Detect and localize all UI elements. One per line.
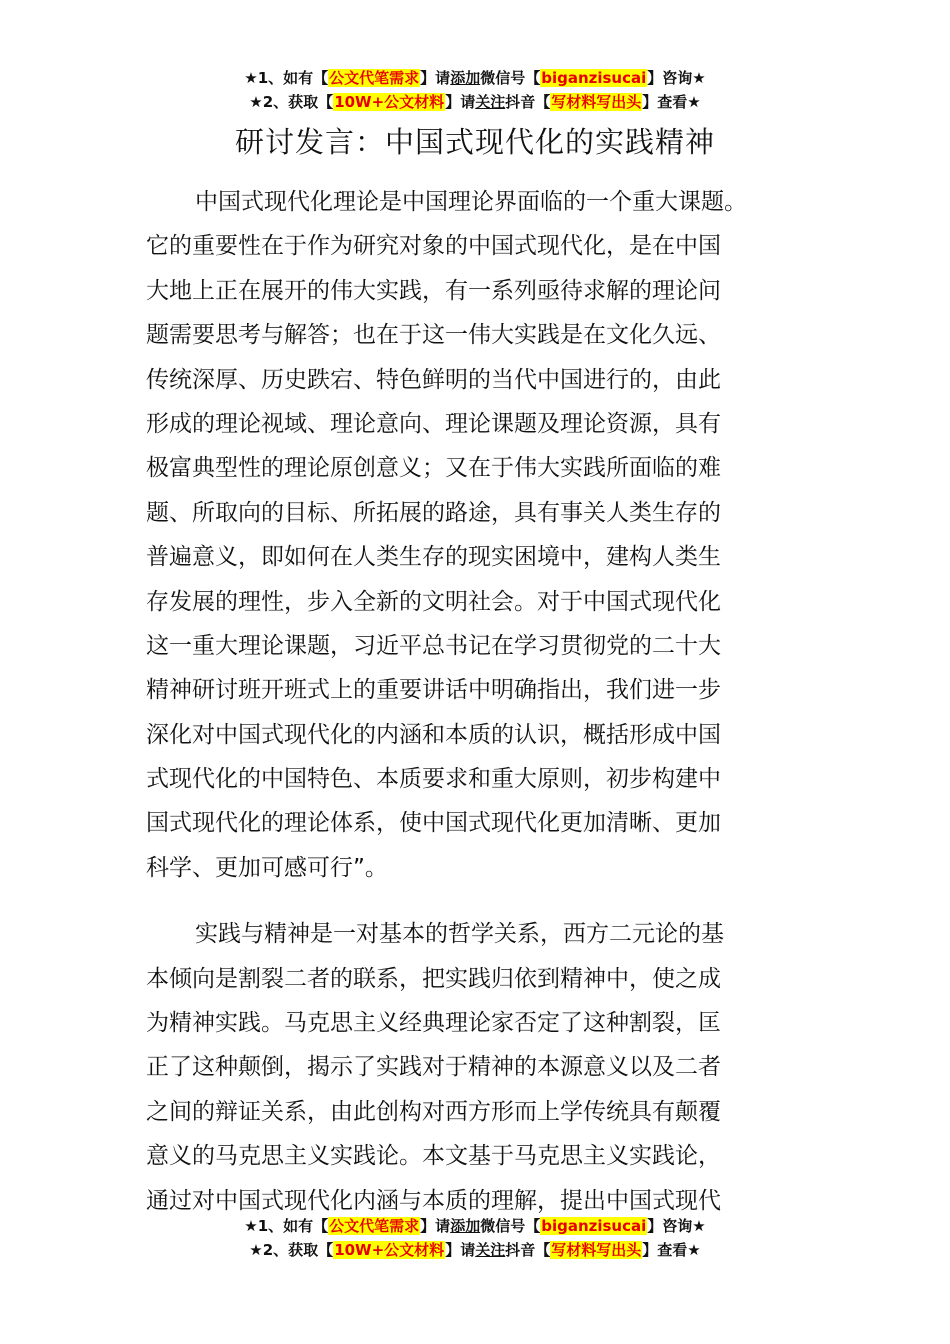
banner-text: 】请 [445, 1241, 476, 1259]
banner-text: 】咨询★ [647, 1217, 706, 1235]
highlight-douyin-account: 写材料写出头 [551, 1241, 642, 1259]
text-line: 题、所取向的目标、所拓展的路途，具有事关人类生存的 [146, 499, 721, 526]
text-line: 为精神实践。马克思主义经典理论家否定了这种割裂，匡 [146, 1010, 721, 1037]
text-line: 形成的理论视域、理论意向、理论课题及理论资源，具有 [146, 410, 721, 437]
text-line: 国式现代化的理论体系，使中国式现代化更加清晰、更加 [146, 810, 721, 837]
text-line: 它的重要性在于作为研究对象的中国式现代化，是在中国 [146, 233, 721, 260]
banner-text: ★1、如有【 [244, 1217, 329, 1235]
text-line: 极富典型性的理论原创意义；又在于伟大实践所面临的难 [146, 455, 721, 482]
highlight-ghostwriting: 公文代笔需求 [329, 1217, 420, 1235]
text-line: 传统深厚、历史跌宕、特色鲜明的当代中国进行的，由此 [146, 366, 721, 393]
text-line: 这一重大理论课题，习近平总书记在学习贯彻党的二十大 [146, 632, 721, 659]
banner-text: 】查看★ [642, 93, 701, 111]
banner-text: ★1、如有【 [244, 69, 329, 87]
paragraph [146, 180, 838, 890]
banner-text: ★2、获取【 [249, 93, 334, 111]
highlight-ghostwriting: 公文代笔需求 [329, 69, 420, 87]
underlined-text: 关注 [475, 1241, 506, 1259]
highlight-douyin-account: 写材料写出头 [551, 93, 642, 111]
document-title: 研讨发言：中国式现代化的实践精神 [234, 125, 715, 159]
highlight-materials: 10W+公文材料 [334, 93, 445, 111]
text-line: 通过对中国式现代化内涵与本质的理解，提出中国式现代 [146, 1187, 721, 1214]
text-line: 存发展的理性，步入全新的文明社会。对于中国式现代化 [146, 588, 721, 615]
banner-line-1 [0, 66, 950, 90]
text-line: 深化对中国式现代化的内涵和本质的认识，概括形成中国 [146, 721, 721, 748]
banner-line-1 [0, 1214, 950, 1238]
text-line: 普遍意义，即如何在人类生存的现实困境中，建构人类生 [146, 544, 721, 571]
banner-text: 】查看★ [642, 1241, 701, 1259]
paragraph-spacer [146, 890, 838, 912]
banner-text: 抖音【 [505, 1241, 551, 1259]
document-body [146, 180, 838, 1223]
highlight-wechat-id: biganzisucai [541, 1217, 647, 1235]
banner-line-2 [0, 1238, 950, 1262]
banner-text: ★2、获取【 [249, 1241, 334, 1259]
highlight-wechat-id: biganzisucai [541, 69, 647, 87]
text-line: 意义的马克思主义实践论。本文基于马克思主义实践论， [146, 1143, 721, 1170]
text-line: 精神研讨班开班式上的重要讲话中明确指出，我们进一步 [146, 677, 721, 704]
footer-banner [0, 1214, 950, 1262]
underlined-text: 添加 [450, 1217, 481, 1235]
text-line: 题需要思考与解答；也在于这一伟大实践是在文化久远、 [146, 322, 721, 349]
text-line: 中国式现代化理论是中国理论界面临的一个重大课题。 [195, 189, 747, 215]
text-line: 大地上正在展开的伟大实践，有一系列亟待求解的理论问 [146, 277, 721, 304]
banner-text: 】咨询★ [647, 69, 706, 87]
banner-text: 微信号【 [480, 69, 541, 87]
underlined-text: 关注 [475, 93, 506, 111]
underlined-text: 添加 [450, 69, 481, 87]
text-line: 之间的辩证关系，由此创构对西方形而上学传统具有颠覆 [146, 1098, 721, 1125]
paragraph [146, 912, 838, 1223]
highlight-materials: 10W+公文材料 [334, 1241, 445, 1259]
text-line: 正了这种颠倒，揭示了实践对于精神的本源意义以及二者 [146, 1054, 721, 1081]
text-line: 本倾向是割裂二者的联系，把实践归依到精神中，使之成 [146, 965, 721, 992]
header-banner [0, 66, 950, 114]
banner-text: 微信号【 [480, 1217, 541, 1235]
banner-text: 抖音【 [505, 93, 551, 111]
banner-text: 】请 [420, 69, 451, 87]
banner-text: 】请 [445, 93, 476, 111]
text-line: 实践与精神是一对基本的哲学关系，西方二元论的基 [195, 921, 724, 948]
banner-text: 】请 [420, 1217, 451, 1235]
text-line: 科学、更加可感可行”。 [146, 854, 388, 881]
banner-line-2 [0, 90, 950, 114]
text-line: 式现代化的中国特色、本质要求和重大原则，初步构建中 [146, 766, 721, 793]
